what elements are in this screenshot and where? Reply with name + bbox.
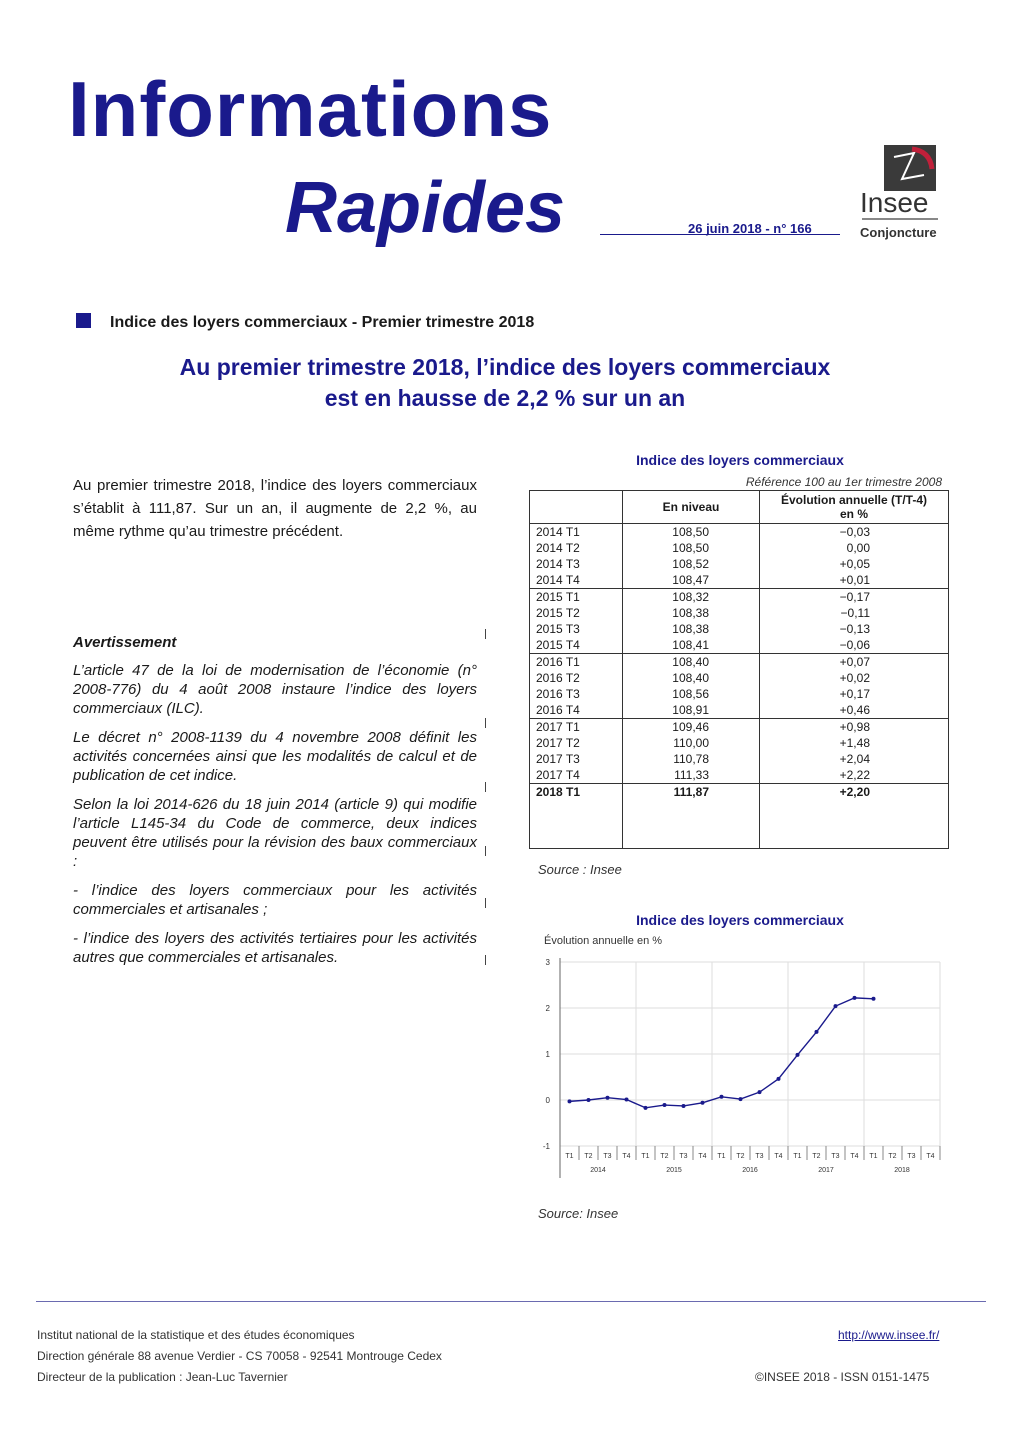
table-header-evolution <box>760 491 949 524</box>
table-cell-evolution: −0,06 <box>760 637 949 654</box>
table-cell-empty <box>760 800 949 849</box>
chart-data-point <box>606 1096 610 1100</box>
chart-x-tick-label: T4 <box>926 1153 935 1160</box>
insee-logo-subtitle: Conjoncture <box>860 225 937 240</box>
table-cell-evolution: +2,22 <box>760 767 949 784</box>
table-cell-period: 2016 T1 <box>530 654 623 671</box>
table-cell-period: 2015 T2 <box>530 605 623 621</box>
table-header-evolution-line-2: en % <box>839 507 868 521</box>
chart-data-point <box>587 1098 591 1102</box>
warning-paragraph: - l’indice des loyers des activités tertiaires pour les activités autres que commerciales et artisanales. <box>73 930 477 966</box>
table-cell-evolution: −0,11 <box>760 605 949 621</box>
table-cell-empty <box>530 800 623 849</box>
intro-paragraph: Au premier trimestre 2018, l’indice des loyers commerciaux s’établit à 111,87. Sur un an, il augmente de 2,2 %, au même rythme qu’au trimestre précédent. <box>73 477 477 540</box>
table-row <box>530 572 949 589</box>
table-cell-evolution: +0,01 <box>760 572 949 589</box>
margin-tick <box>485 782 486 792</box>
warning-paragraph: Selon la loi 2014-626 du 18 juin 2014 (article 9) qui modifie l’article L145-34 du Code de commerce, deux indices peuvent être utilisés pour la révision des baux commerciaux : <box>73 796 477 870</box>
chart-x-tick-label: T3 <box>831 1153 840 1160</box>
table-row <box>530 735 949 751</box>
table-cell-level: 108,38 <box>623 621 760 637</box>
table-body <box>530 524 949 849</box>
table-row <box>530 621 949 637</box>
table-row <box>530 702 949 719</box>
table-title: Indice des loyers commerciaux <box>636 452 844 468</box>
table-row <box>530 784 949 801</box>
headline-line-1: Au premier trimestre 2018, l’indice des loyers commerciaux <box>179 354 831 380</box>
footer-rule <box>36 1301 986 1302</box>
table-cell-period: 2014 T1 <box>530 524 623 541</box>
chart-data-point <box>663 1103 667 1107</box>
table-cell-evolution: +0,05 <box>760 556 949 572</box>
table-row <box>530 670 949 686</box>
chart-x-tick-label: T4 <box>774 1153 783 1160</box>
table-cell-level: 108,32 <box>623 589 760 606</box>
chart-data-point <box>720 1095 724 1099</box>
chart-y-tick-label: 3 <box>545 958 550 967</box>
table-cell-period: 2017 T1 <box>530 719 623 736</box>
insee-logo-name: Insee <box>860 187 929 218</box>
chart-title: Indice des loyers commerciaux <box>636 912 844 928</box>
headline <box>100 352 910 414</box>
chart-data-point <box>682 1104 686 1108</box>
ilc-table <box>529 490 949 849</box>
warning-paragraph: Le décret n° 2008-1139 du 4 novembre 2008 définit les activités concernées ainsi que les modalités de calcul et de publication de cet indice. <box>73 729 477 784</box>
table-cell-evolution: −0,03 <box>760 524 949 541</box>
chart-x-tick-label: T3 <box>755 1153 764 1160</box>
insee-logo-mark-icon <box>884 145 936 191</box>
table-cell-period: 2016 T4 <box>530 702 623 719</box>
margin-tick <box>485 846 486 856</box>
table-cell-level: 108,91 <box>623 702 760 719</box>
chart-x-tick-label: T1 <box>565 1153 574 1160</box>
chart-line-plot <box>530 950 950 1185</box>
chart-y-axis-label: Évolution annuelle en % <box>544 935 663 947</box>
issue-date: 26 juin 2018 - n° 166 <box>688 221 812 236</box>
insee-logo <box>858 145 944 240</box>
table-reference: Référence 100 au 1er trimestre 2008 <box>745 475 942 489</box>
chart-x-tick-label: T3 <box>907 1153 916 1160</box>
chart-year-label: 2015 <box>666 1167 682 1174</box>
chart-x-tick-label: T1 <box>641 1153 650 1160</box>
table-cell-evolution: +0,07 <box>760 654 949 671</box>
chart-x-tick-label: T4 <box>622 1153 631 1160</box>
table-cell-evolution: +0,02 <box>760 670 949 686</box>
footer-institute: Institut national de la statistique et des études économiques <box>37 1328 355 1342</box>
insee-logo-tagline <box>862 218 938 220</box>
chart-year-label: 2014 <box>590 1167 606 1174</box>
table-cell-level: 111,33 <box>623 767 760 784</box>
chart-x-tick-label: T1 <box>869 1153 878 1160</box>
chart-x-tick-label: T1 <box>793 1153 802 1160</box>
masthead-title-informations: Informations <box>68 65 553 153</box>
chart-data-point <box>872 997 876 1001</box>
table-cell-level: 108,41 <box>623 637 760 654</box>
chart-year-label: 2018 <box>894 1167 910 1174</box>
table-cell-evolution: −0,17 <box>760 589 949 606</box>
margin-tick <box>485 718 486 728</box>
table-row <box>530 719 949 736</box>
chart-x-tick-label: T2 <box>660 1153 669 1160</box>
chart-data-point <box>739 1097 743 1101</box>
chart-x-tick-label: T4 <box>850 1153 859 1160</box>
chart-x-tick-label: T3 <box>679 1153 688 1160</box>
table-header-evolution-line-1: Évolution annuelle (T/T-4) <box>780 493 927 507</box>
chart-data-point <box>644 1106 648 1110</box>
table-cell-evolution: −0,13 <box>760 621 949 637</box>
section-bullet-icon <box>76 313 91 328</box>
table-row <box>530 605 949 621</box>
table-cell-level: 108,50 <box>623 540 760 556</box>
table-cell-evolution: 0,00 <box>760 540 949 556</box>
table-source: Source : Insee <box>538 862 622 877</box>
chart-data-point <box>758 1090 762 1094</box>
table-header-row <box>530 491 949 524</box>
table-cell-period: 2014 T2 <box>530 540 623 556</box>
chart-data-point <box>568 1099 572 1103</box>
table-row <box>530 767 949 784</box>
chart-series-line <box>570 998 874 1108</box>
table-cell-evolution: +2,20 <box>760 784 949 801</box>
chart-y-tick-label: 1 <box>545 1050 550 1059</box>
chart-x-tick-label: T2 <box>812 1153 821 1160</box>
footer-address: Direction générale 88 avenue Verdier - CS 70058 - 92541 Montrouge Cedex <box>37 1349 442 1363</box>
table-cell-period: 2015 T4 <box>530 637 623 654</box>
chart-year-label: 2017 <box>818 1167 834 1174</box>
table-cell-level: 108,38 <box>623 605 760 621</box>
table-cell-period: 2016 T2 <box>530 670 623 686</box>
table-cell-level: 108,47 <box>623 572 760 589</box>
chart-x-tick-label: T2 <box>736 1153 745 1160</box>
table-cell-period: 2018 T1 <box>530 784 623 801</box>
table-cell-evolution: +1,48 <box>760 735 949 751</box>
margin-tick <box>485 898 486 908</box>
chart-x-tick-label: T3 <box>603 1153 612 1160</box>
chart-y-tick-label: -1 <box>542 1142 550 1151</box>
table-row <box>530 637 949 654</box>
table-cell-evolution: +0,17 <box>760 686 949 702</box>
table-filler-row <box>530 800 949 849</box>
masthead-title-rapides: Rapides <box>285 168 566 248</box>
table-row <box>530 540 949 556</box>
warning-paragraph: - l’indice des loyers commerciaux pour les activités commerciales et artisanales ; <box>73 882 477 918</box>
table-cell-level: 111,87 <box>623 784 760 801</box>
warning-title: Avertissement <box>73 634 177 651</box>
table-row <box>530 556 949 572</box>
chart-data-point <box>853 996 857 1000</box>
chart-data-point <box>701 1101 705 1105</box>
table-row <box>530 686 949 702</box>
table-cell-evolution: +2,04 <box>760 751 949 767</box>
table-cell-level: 109,46 <box>623 719 760 736</box>
chart-data-point <box>796 1053 800 1057</box>
table-cell-level: 108,40 <box>623 654 760 671</box>
chart-y-tick-label: 2 <box>545 1004 550 1013</box>
table-cell-level: 108,50 <box>623 524 760 541</box>
chart-y-tick-label: 0 <box>545 1096 550 1105</box>
table-header-period <box>530 491 623 524</box>
table-row <box>530 524 949 541</box>
table-row <box>530 589 949 606</box>
table-row <box>530 751 949 767</box>
table-cell-period: 2017 T4 <box>530 767 623 784</box>
chart-data-point <box>625 1098 629 1102</box>
table-cell-empty <box>623 800 760 849</box>
chart-x-tick-label: T1 <box>717 1153 726 1160</box>
margin-tick <box>485 629 486 639</box>
table-header-level: En niveau <box>623 491 760 524</box>
warning-paragraph: L’article 47 de la loi de modernisation de l’économie (n° 2008-776) du 4 août 2008 instaure l’indice des loyers commerciaux (ILC). <box>73 662 477 717</box>
table-row <box>530 654 949 671</box>
table-cell-period: 2017 T3 <box>530 751 623 767</box>
table-cell-evolution: +0,46 <box>760 702 949 719</box>
table-cell-period: 2015 T3 <box>530 621 623 637</box>
table-cell-period: 2015 T1 <box>530 589 623 606</box>
chart-x-tick-label: T4 <box>698 1153 707 1160</box>
chart-source: Source: Insee <box>538 1206 619 1221</box>
footer-copyright: ©INSEE 2018 - ISSN 0151-1475 <box>755 1370 930 1384</box>
table-cell-level: 108,40 <box>623 670 760 686</box>
table-cell-period: 2014 T4 <box>530 572 623 589</box>
chart-data-point <box>834 1004 838 1008</box>
table-cell-level: 108,52 <box>623 556 760 572</box>
warning-body <box>73 661 477 977</box>
footer-website-link[interactable]: http://www.insee.fr/ <box>838 1328 940 1342</box>
chart-x-tick-label: T2 <box>584 1153 593 1160</box>
table-cell-level: 108,56 <box>623 686 760 702</box>
chart-year-label: 2016 <box>742 1167 758 1174</box>
table-cell-level: 110,78 <box>623 751 760 767</box>
table-cell-period: 2014 T3 <box>530 556 623 572</box>
table-cell-period: 2017 T2 <box>530 735 623 751</box>
table-cell-evolution: +0,98 <box>760 719 949 736</box>
headline-line-2: est en hausse de 2,2 % sur un an <box>324 385 686 411</box>
table-cell-period: 2016 T3 <box>530 686 623 702</box>
margin-tick <box>485 955 486 965</box>
section-title: Indice des loyers commerciaux - Premier trimestre 2018 <box>110 314 535 331</box>
chart-x-tick-label: T2 <box>888 1153 897 1160</box>
table-cell-level: 110,00 <box>623 735 760 751</box>
footer-director: Directeur de la publication : Jean-Luc Tavernier <box>37 1370 288 1384</box>
chart-data-point <box>815 1030 819 1034</box>
chart-data-point <box>777 1077 781 1081</box>
